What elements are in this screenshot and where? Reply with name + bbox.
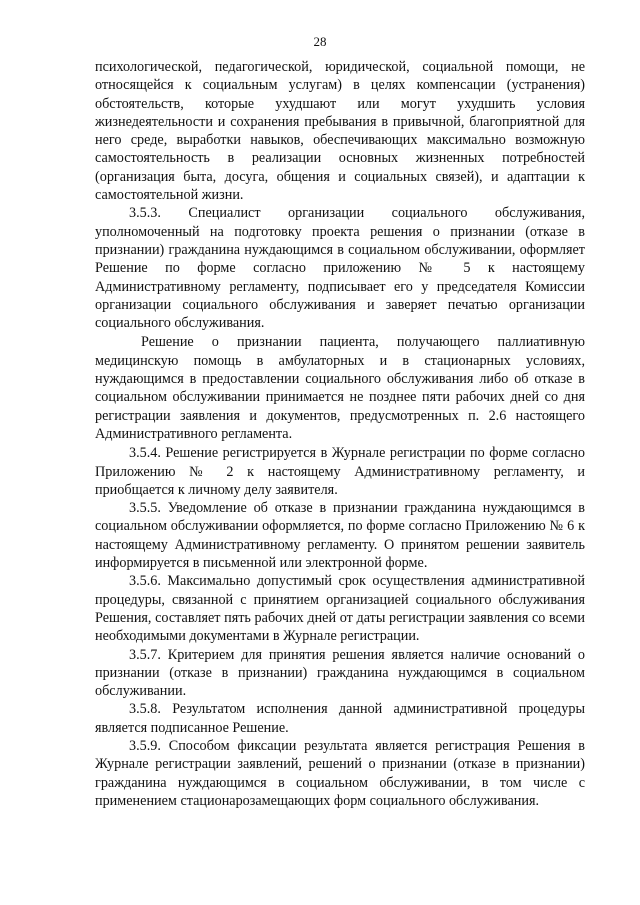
paragraph-3-5-7: 3.5.7. Критерием для принятия решения является наличие оснований о признании (отказе в признании) гражданина нуждающимся в социальном обслуживании. — [95, 646, 585, 700]
document-body — [95, 58, 585, 810]
paragraph-3-5-6: 3.5.6. Максимально допустимый срок осуществления административной процедуры, связанной с принятием организацией социального обслуживания Решения, составляет пять рабочих дней от даты регистрации заявления со всеми необходимыми документами в Журнале регистрации. — [95, 573, 585, 645]
page-number: 28 — [313, 34, 327, 49]
paragraph-palliative-decision: Решение о признании пациента, получающего паллиативную медицинскую помощь в амбулаторных и в стационарных условиях, нуждающимся в предоставлении социального обслуживания либо об отказе в социальном обслуживании принимается не позднее пяти рабочих дней со дня регистрации заявления и документов, предусмотренных п. 2.6 настоящего Административного регламента. — [95, 334, 585, 442]
paragraph-3-5-3: 3.5.3. Специалист организации социального обслуживания, уполномоченный на подготовку проекта решения о признании (отказе в признании) гражданина нуждающимся в социальном обслуживании, оформляет Решение по форме согласно приложению № 5 к настоящему Административному регламенту, подписывает его у председателя Комиссии организации социального обслуживания и заверяет печатью организации социального обслуживания. — [95, 205, 585, 332]
paragraph-3-5-5: 3.5.5. Уведомление об отказе в признании гражданина нуждающимся в социальном обслуживании оформляется, по форме согласно Приложению № 6 к настоящему Административному регламенту. О принятом решении заявитель информируется в письменной или электронной форме. — [95, 500, 585, 572]
paragraph-3-5-8: 3.5.8. Результатом исполнения данной административной процедуры является подписанное Решение. — [95, 701, 585, 736]
paragraph-3-5-9: 3.5.9. Способом фиксации результата является регистрация Решения в Журнале регистрации заявлений, решений о признании (отказе в признании) гражданина нуждающимся в социальном обслуживании, в том числе с применением стационарозамещающих форм социального обслуживания. — [95, 737, 585, 809]
paragraph-3-5-4: 3.5.4. Решение регистрируется в Журнале регистрации по форме согласно Приложению № 2 к настоящему Административному регламенту, и приобщается к личному делу заявителя. — [95, 445, 585, 498]
paragraph-continuation: психологической, педагогической, юридической, социальной помощи, не относящейся к социальным услугам) в целях компенсации (устранения) обстоятельств, которые ухудшают или могут ухудшить условия жизнедеятельности и сохранения пребывания в привычной, благоприятной для него среде, выработки навыков, обеспечивающих максимально возможную самостоятельность в реализации основных жизненных потребностей (организация быта, досуга, общения и социальных связей), и адаптации к самостоятельной жизни. — [95, 59, 585, 204]
